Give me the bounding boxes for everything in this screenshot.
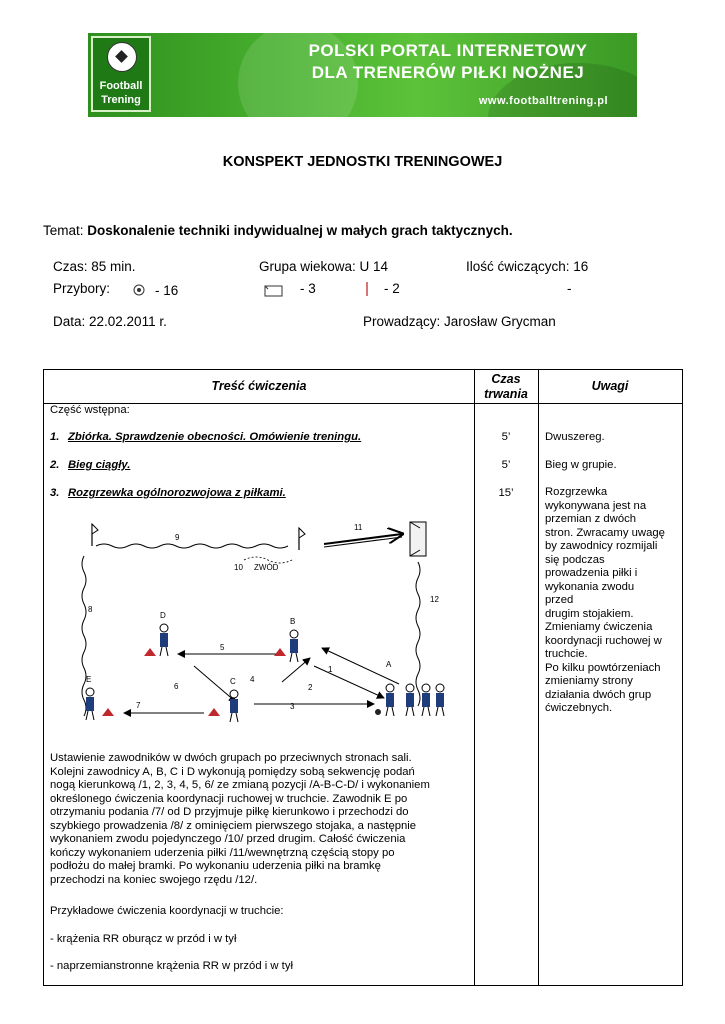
balls-count: - 16 [155,283,179,298]
row-title: Zbiórka. Sprawdzenie obecności. Omówienie treningu. [68,431,362,443]
table-row: 3. Rozgrzewka ogólnorozwojowa z piłkami. [50,487,286,499]
cone [102,708,114,716]
row-time: 15’ [498,487,514,499]
label-b: B [290,617,296,626]
player-d [160,624,168,656]
label-a: A [386,660,392,669]
example-item: - naprzemianstronne krążenia RR w przód i w tył [50,960,293,972]
player-a-group [375,684,444,716]
date-info: Data: 22.02.2011 r. [53,314,167,329]
exercise-diagram [74,516,459,736]
row-note: Bieg w grupie. [545,459,617,471]
label-10: 10 [234,563,243,572]
player-b [290,630,298,662]
player-e [86,688,94,720]
player-c [230,690,238,722]
row-title: Rozgrzewka ogólnorozwojowa z piłkami. [68,487,286,499]
row-note: Dwuszereg. [545,431,605,443]
label-1: 1 [328,665,333,674]
topic-label: Temat: [43,223,84,238]
banner-line-1: POLSKI PORTAL INTERNETOWY [308,41,588,60]
arrow-2 [314,666,384,698]
arrow-12 [416,562,420,706]
age-group-info: Grupa wiekowa: U 14 [259,259,389,274]
time-info: Czas: 85 min. [53,259,136,274]
coach-info: Prowadzący: Jarosław Grycman [363,314,556,329]
examples-header: Przykładowe ćwiczenia koordynacji w truchcie: [50,905,284,917]
label-12: 12 [430,595,439,604]
document-title: KONSPEKT JEDNOSTKI TRENINGOWEJ [222,154,503,170]
row-3-notes: Rozgrzewka wykonywana jest na przemian z dwóch stron. Zwracamy uwagę by zawodnicy rozmijali się podczas prowadzenia piłki i wykonania zwodu przed drugim stojakiem. Zmieniamy ćwiczenia koordynacji ruchowej w truchcie. Po kilku powtórzeniach zmieniamy strony działania dwóch grup ćwiczebnych. [545,486,665,714]
example-item: - krążenia RR oburącz w przód i w tył [50,933,237,945]
row-time: 5’ [501,459,511,471]
cone [274,648,286,656]
players-info: Ilość ćwiczących: 16 [466,259,589,274]
section-label: Część wstępna: [50,404,130,416]
small-goal [410,522,426,556]
header-time-1: Czas [491,372,521,386]
row-time: 5’ [501,431,511,443]
banner-url[interactable]: www.footballtrening.pl [478,95,608,107]
equipment-label: Przybory: [53,281,111,296]
goals-count: - 3 [300,281,316,296]
header-time-2: trwania [484,387,528,401]
equipment-extra: - [567,281,572,296]
label-9: 9 [175,533,180,542]
cone [208,708,220,716]
label-5: 5 [220,643,225,652]
pole-icon [364,281,370,297]
header-content: Treść ćwiczenia [211,379,307,393]
label-d: D [160,611,166,620]
row-title: Bieg ciągły. [68,459,131,471]
football-trening-logo: Football Trening [91,36,151,112]
arrow-9 [96,544,288,548]
training-table [43,369,683,986]
header-notes: Uwagi [591,379,629,393]
poles-count: - 2 [384,281,400,296]
table-row: 2. Bieg ciągły. [50,459,131,471]
cone [144,648,156,656]
table-row: 1. Zbiórka. Sprawdzenie obecności. Omówienie treningu. [50,431,362,443]
arrow-8 [82,556,86,716]
exercise-description: Ustawienie zawodników w dwóch grupach po przeciwnych stronach sali. Kolejni zawodnicy A, B, C i D wykonują pomiędzy sobą sekwencję podań nogą kierunkową /1, 2, 3, 4, 5, 6/ ze zmianą pozycji /A-B-C-D/ i wykonaniem określonego ćwiczenia koordynacji ruchowej w truchcie. Zawodnik E po otrzymaniu podania /7/ od D przyjmuje piłkę kierunkowo i przechodzi do szybkiego prowadzenia /8/ z ominięciem pierwszego stojaka, a następnie wykonaniem zwodu pojedynczego /10/ przed drugim. Całość ćwiczenia kończy wykonaniem uderzenia piłki /11/wewnętrzną częścią stopy po podłożu do małej bramki. Po wykonaniu uderzenia piłki na bramkę przechodzi na koniec swojego rzędu /12/. [50,752,430,886]
label-7: 7 [136,701,141,710]
label-11: 11 [354,523,363,532]
goal-icon [264,284,284,298]
label-3: 3 [290,702,295,711]
label-e: E [86,675,92,684]
pole-middle [299,528,305,550]
label-2: 2 [308,683,313,692]
label-c: C [230,677,236,686]
topic-line [43,223,513,238]
pole-left [92,524,98,546]
label-6: 6 [174,682,179,691]
arrow-4 [282,658,310,682]
topic-value: Doskonalenie techniki indywidualnej w małych grach taktycznych. [87,223,513,238]
label-4: 4 [250,675,255,684]
football-icon [107,42,137,72]
banner-line-2: DLA TRENERÓW PIŁKI NOŻNEJ [311,63,585,82]
label-8: 8 [88,605,93,614]
ball-icon [133,284,145,296]
label-feint: ZWÓD [254,563,279,572]
header-banner[interactable] [88,33,637,117]
